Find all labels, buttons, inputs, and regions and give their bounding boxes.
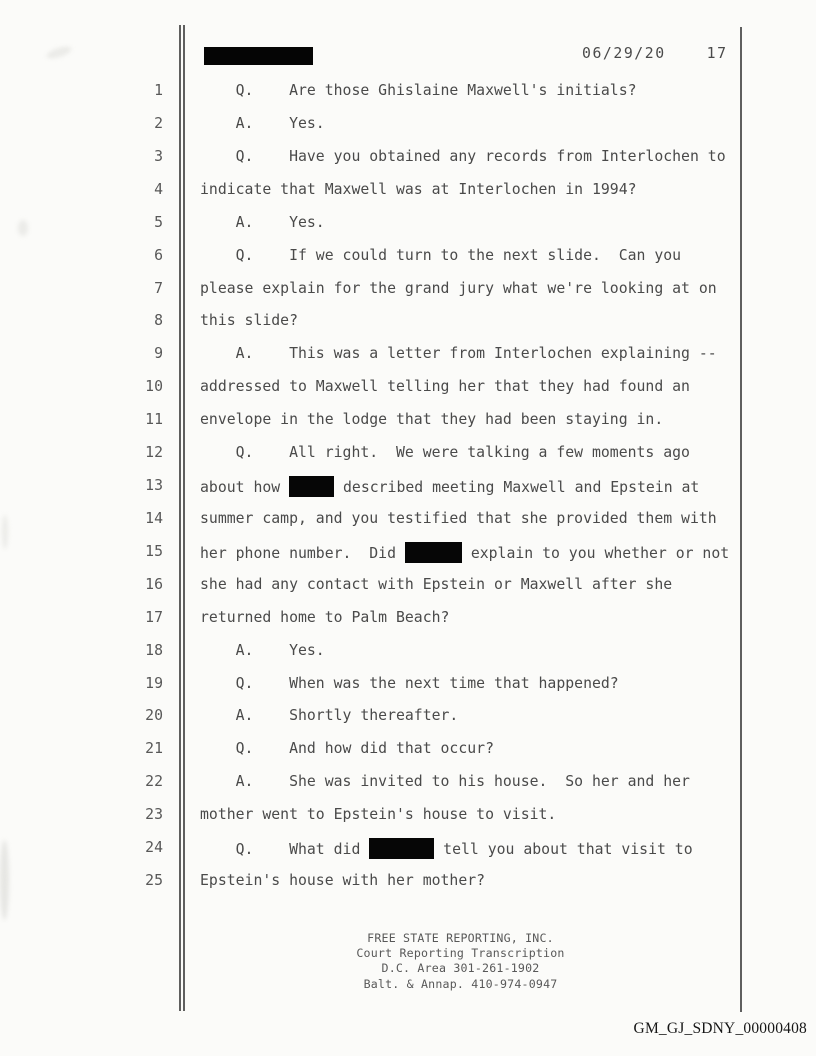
transcript-line bbox=[0, 509, 816, 542]
header-date: 06/29/20 bbox=[582, 45, 666, 62]
line-text: returned home to Palm Beach? bbox=[200, 608, 450, 626]
line-number: 8 bbox=[154, 312, 163, 330]
line-number: 19 bbox=[145, 674, 163, 692]
transcript-line bbox=[0, 279, 816, 312]
line-number: 11 bbox=[145, 411, 163, 429]
line-text: she had any contact with Epstein or Maxwell after she bbox=[200, 575, 673, 593]
transcript-line bbox=[0, 344, 816, 377]
line-text: Q. All right. We were talking a few moments ago bbox=[200, 444, 690, 462]
line-number: 9 bbox=[154, 345, 163, 363]
line-number: 21 bbox=[145, 740, 163, 758]
redaction-bar bbox=[405, 542, 462, 563]
line-text: A. Shortly thereafter. bbox=[200, 707, 459, 725]
line-text: this slide? bbox=[200, 312, 298, 330]
line-text: summer camp, and you testified that she provided them with bbox=[200, 509, 717, 527]
redaction-bar bbox=[289, 476, 334, 497]
line-number: 7 bbox=[154, 279, 163, 297]
line-number: 25 bbox=[145, 872, 163, 890]
line-text: A. Yes. bbox=[200, 213, 325, 231]
line-number: 17 bbox=[145, 608, 163, 626]
line-text: Q. Are those Ghislaine Maxwell's initials? bbox=[200, 82, 637, 99]
transcript-line bbox=[0, 81, 816, 114]
line-number: 18 bbox=[145, 641, 163, 659]
line-number: 15 bbox=[145, 542, 163, 560]
footer-line: FREE STATE REPORTING, INC. bbox=[367, 931, 554, 945]
line-text: Q. What did tell you about that visit to bbox=[200, 838, 693, 860]
line-text: please explain for the grand jury what we're looking at on bbox=[200, 279, 717, 297]
transcript-line bbox=[0, 739, 816, 772]
transcript-line bbox=[0, 805, 816, 838]
line-text: A. She was invited to his house. So her and her bbox=[200, 773, 690, 791]
transcript-line bbox=[0, 180, 816, 213]
line-number: 23 bbox=[145, 806, 163, 824]
line-text: envelope in the lodge that they had been staying in. bbox=[200, 411, 664, 429]
transcript-line bbox=[0, 608, 816, 641]
line-text: Q. If we could turn to the next slide. Can you bbox=[200, 246, 682, 264]
line-number: 3 bbox=[154, 147, 163, 165]
transcript-line bbox=[0, 476, 816, 509]
transcript-line bbox=[0, 772, 816, 805]
line-number: 2 bbox=[154, 114, 163, 132]
transcript-line bbox=[0, 114, 816, 147]
transcript-line bbox=[0, 213, 816, 246]
line-text: Q. Have you obtained any records from Interlochen to bbox=[200, 147, 726, 165]
bates-number: GM_GJ_SDNY_00000408 bbox=[633, 1020, 807, 1037]
transcript-line bbox=[0, 147, 816, 180]
transcript-line bbox=[0, 377, 816, 410]
line-number: 4 bbox=[154, 180, 163, 198]
transcript-line bbox=[0, 838, 816, 871]
line-text: A. This was a letter from Interlochen explaining -- bbox=[200, 345, 717, 363]
line-text: mother went to Epstein's house to visit. bbox=[200, 806, 557, 824]
line-number: 1 bbox=[154, 82, 163, 99]
line-number: 13 bbox=[145, 477, 163, 495]
line-text: addressed to Maxwell telling her that they had found an bbox=[200, 378, 690, 396]
line-text: her phone number. Did explain to you whether or not bbox=[200, 542, 729, 564]
line-number: 5 bbox=[154, 213, 163, 231]
line-text: about how described meeting Maxwell and Epstein at bbox=[200, 476, 699, 498]
line-text: A. Yes. bbox=[200, 641, 325, 659]
transcript-line bbox=[0, 542, 816, 575]
header-page-number: 17 bbox=[706, 45, 728, 62]
line-text: Epstein's house with her mother? bbox=[200, 872, 486, 890]
line-number: 12 bbox=[145, 444, 163, 462]
line-number: 10 bbox=[145, 378, 163, 396]
redaction-bar bbox=[369, 838, 434, 859]
line-number: 16 bbox=[145, 575, 163, 593]
line-text: Q. When was the next time that happened? bbox=[200, 674, 619, 692]
footer-line: D.C. Area 301-261-1902 bbox=[381, 961, 540, 976]
transcript-line bbox=[0, 410, 816, 443]
transcript-line bbox=[0, 641, 816, 674]
transcript-line bbox=[0, 575, 816, 608]
transcript-line bbox=[0, 706, 816, 739]
line-text: A. Yes. bbox=[200, 114, 325, 132]
reporter-footer bbox=[180, 931, 741, 992]
transcript-line bbox=[0, 871, 816, 904]
transcript-line bbox=[0, 311, 816, 344]
transcript-line bbox=[0, 443, 816, 476]
line-text: indicate that Maxwell was at Interlochen in 1994? bbox=[200, 180, 637, 198]
line-number: 22 bbox=[145, 773, 163, 791]
footer-line: Balt. & Annap. 410-974-0947 bbox=[363, 976, 558, 991]
line-number: 24 bbox=[145, 839, 163, 857]
line-number: 20 bbox=[145, 707, 163, 725]
transcript-line bbox=[0, 674, 816, 707]
line-number: 6 bbox=[154, 246, 163, 264]
line-number: 14 bbox=[145, 509, 163, 527]
transcript-line bbox=[0, 246, 816, 279]
line-text: Q. And how did that occur? bbox=[200, 740, 494, 758]
footer-line: Court Reporting Transcription bbox=[356, 946, 565, 961]
